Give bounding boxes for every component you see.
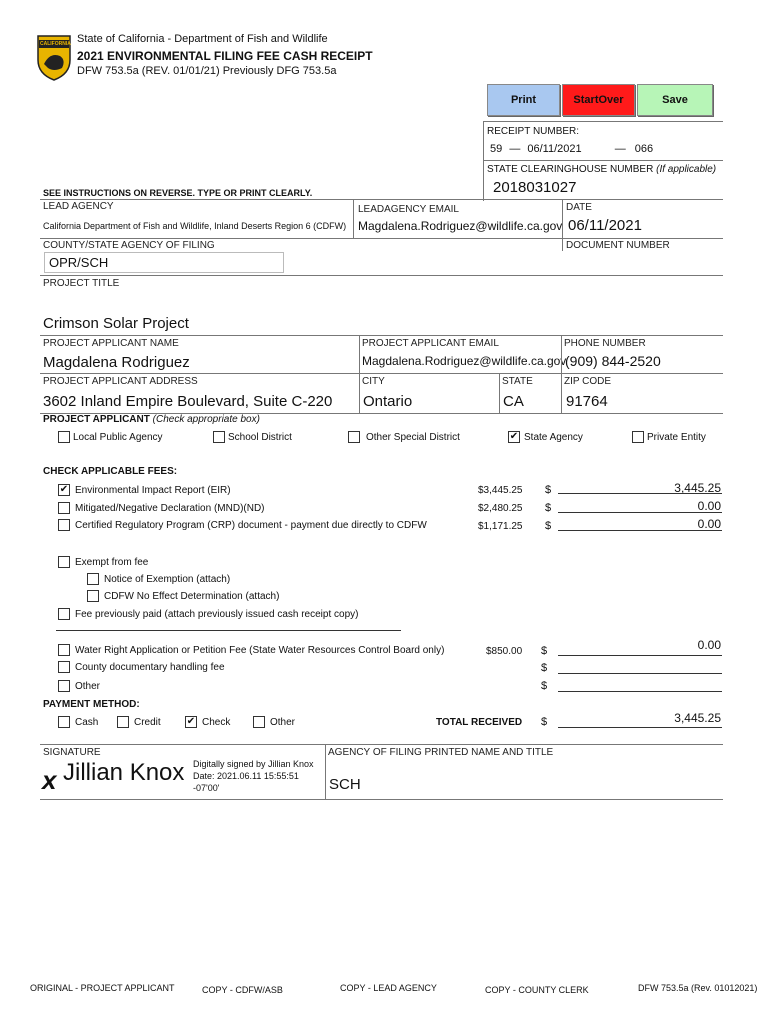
- label-exempt: Exempt from fee: [75, 557, 149, 568]
- clearinghouse-value[interactable]: 2018031027: [493, 179, 577, 196]
- lead-agency-email[interactable]: Magdalena.Rodriguez@wildlife.ca.gov: [358, 219, 563, 233]
- checkbox-state-agency[interactable]: ✔: [509, 431, 519, 442]
- fees-label: CHECK APPLICABLE FEES:: [43, 466, 178, 477]
- fee-mnd: $2,480.25: [478, 503, 523, 514]
- footer-copy-lead: COPY - LEAD AGENCY: [340, 983, 437, 993]
- phone-label: PHONE NUMBER: [564, 338, 646, 349]
- project-title-label: PROJECT TITLE: [43, 278, 120, 289]
- logo-text: CALIFORNIA: [40, 41, 71, 47]
- checkbox-county-handling[interactable]: [58, 661, 70, 673]
- fee-water-right: $850.00: [486, 646, 523, 657]
- amount-water-right[interactable]: 0.00: [697, 638, 721, 652]
- label-mnd: Mitigated/Negative Declaration (MND)(ND): [75, 503, 265, 514]
- receipt-date: 06/11/2021: [527, 143, 582, 155]
- applicant-name[interactable]: Magdalena Rodriguez: [43, 354, 190, 371]
- checkbox-other-payment[interactable]: [253, 716, 265, 728]
- label-other-payment: Other: [270, 717, 296, 728]
- checkbox-other-special-district[interactable]: [348, 431, 360, 443]
- city-label: CITY: [362, 376, 385, 387]
- payment-method-label: PAYMENT METHOD:: [43, 699, 140, 710]
- dollar-crp: $: [545, 520, 552, 532]
- digital-signature-info: Digitally signed by Jillian Knox Date: 2021.06.11 15:55:51 -07'00': [193, 759, 314, 793]
- label-private-entity: Private Entity: [647, 432, 706, 443]
- fee-eir: $3,445.25: [478, 485, 523, 496]
- instructions: SEE INSTRUCTIONS ON REVERSE. TYPE OR PRINT CLEARLY.: [43, 188, 313, 198]
- county-label: COUNTY/STATE AGENCY OF FILING: [43, 240, 215, 251]
- label-state-agency: State Agency: [524, 432, 583, 443]
- label-credit: Credit: [134, 717, 161, 728]
- dfw-logo: [36, 34, 72, 82]
- checkbox-notice-exemption[interactable]: [87, 573, 99, 585]
- applicant-email[interactable]: Magdalena.Rodriguez@wildlife.ca.gov: [362, 354, 567, 368]
- checkbox-cash[interactable]: [58, 716, 70, 728]
- checkbox-credit[interactable]: [117, 716, 129, 728]
- project-title[interactable]: Crimson Solar Project: [43, 315, 189, 332]
- zip-label: ZIP CODE: [564, 376, 612, 387]
- checkbox-local-public-agency[interactable]: [58, 431, 70, 443]
- city-value[interactable]: Ontario: [363, 393, 413, 410]
- applicant-name-label: PROJECT APPLICANT NAME: [43, 338, 179, 349]
- checkbox-water-right[interactable]: [58, 644, 70, 656]
- label-crp: Certified Regulatory Program (CRP) document - payment due directly to CDFW: [75, 520, 427, 531]
- label-school-district: School District: [228, 432, 292, 443]
- checkbox-mnd[interactable]: [58, 502, 70, 514]
- receipt-number: 59 — 06/11/2021 — 066: [490, 143, 654, 155]
- form-id: DFW 753.5a (REV. 01/01/21) Previously DFG 753.5a: [77, 65, 337, 77]
- total-received[interactable]: 3,445.25: [674, 711, 721, 725]
- receipt-part3: 066: [634, 143, 654, 155]
- footer-form-id: DFW 753.5a (Rev. 01012021): [638, 983, 758, 993]
- receipt-part1: 59: [490, 143, 503, 155]
- date-value[interactable]: 06/11/2021: [568, 217, 642, 234]
- state-value[interactable]: CA: [503, 393, 524, 410]
- checkbox-no-effect[interactable]: [87, 590, 99, 602]
- amount-eir[interactable]: 3,445.25: [674, 481, 721, 495]
- label-eir: Environmental Impact Report (EIR): [75, 485, 231, 496]
- phone-number[interactable]: (909) 844-2520: [565, 353, 661, 369]
- checkbox-check[interactable]: ✔: [186, 716, 196, 727]
- agency-printed-name[interactable]: SCH: [329, 776, 361, 793]
- date-label: DATE: [566, 202, 592, 213]
- label-other-special-district: Other Special District: [366, 432, 460, 443]
- amount-crp[interactable]: 0.00: [697, 517, 721, 531]
- dollar-total: $: [541, 716, 548, 728]
- label-check: Check: [202, 717, 231, 728]
- applicant-email-label: PROJECT APPLICANT EMAIL: [362, 338, 499, 349]
- label-no-effect: CDFW No Effect Determination (attach): [104, 591, 280, 602]
- label-county-handling: County documentary handling fee: [75, 662, 225, 673]
- dollar-mnd: $: [545, 502, 552, 514]
- fee-crp: $1,171.25: [478, 521, 523, 532]
- checkbox-school-district[interactable]: [213, 431, 225, 443]
- label-water-right: Water Right Application or Petition Fee (State Water Resources Control Board only): [75, 645, 445, 656]
- applicant-address[interactable]: 3602 Inland Empire Boulevard, Suite C-220: [43, 393, 333, 410]
- applicant-type-label: PROJECT APPLICANT (Check appropriate box): [43, 414, 260, 425]
- lead-agency-email-label: LEADAGENCY EMAIL: [358, 204, 459, 215]
- county-field[interactable]: OPR/SCH: [44, 252, 284, 273]
- label-other-fee: Other: [75, 681, 101, 692]
- document-number-label: DOCUMENT NUMBER: [566, 240, 670, 251]
- footer-original: ORIGINAL - PROJECT APPLICANT: [30, 983, 175, 993]
- start-over-button[interactable]: StartOver: [562, 84, 635, 116]
- label-previously-paid: Fee previously paid (attach previously issued cash receipt copy): [75, 609, 359, 620]
- signature-label: SIGNATURE: [43, 747, 101, 758]
- print-button[interactable]: Print: [487, 84, 560, 116]
- save-button[interactable]: Save: [637, 84, 713, 116]
- state-label: STATE: [502, 376, 533, 387]
- signature-mark: x: [42, 765, 57, 795]
- signature-name[interactable]: Jillian Knox: [63, 759, 185, 786]
- footer-copy-county: COPY - COUNTY CLERK: [485, 985, 589, 995]
- checkbox-eir[interactable]: ✔: [59, 484, 69, 495]
- lead-agency-value[interactable]: California Department of Fish and Wildlife, Inland Deserts Region 6 (CDFW): [43, 221, 347, 231]
- total-received-label: TOTAL RECEIVED: [436, 717, 523, 728]
- label-notice-exemption: Notice of Exemption (attach): [104, 574, 231, 585]
- receipt-number-label: RECEIPT NUMBER:: [487, 126, 580, 137]
- checkbox-other-fee[interactable]: [58, 680, 70, 692]
- agency-name: State of California - Department of Fish and Wildlife: [77, 33, 328, 45]
- label-local-public-agency: Local Public Agency: [73, 432, 163, 443]
- checkbox-previously-paid[interactable]: [58, 608, 70, 620]
- dollar-county-handling: $: [541, 662, 548, 674]
- footer-copy-cdfw: COPY - CDFW/ASB: [202, 985, 283, 995]
- dollar-other-fee: $: [541, 680, 548, 692]
- dollar-water-right: $: [541, 645, 548, 657]
- address-label: PROJECT APPLICANT ADDRESS: [43, 376, 198, 387]
- form-title: 2021 ENVIRONMENTAL FILING FEE CASH RECEIPT: [77, 49, 373, 63]
- label-cash: Cash: [75, 717, 99, 728]
- zip-value[interactable]: 91764: [566, 393, 608, 410]
- checkbox-crp[interactable]: [58, 519, 70, 531]
- clearinghouse-label: STATE CLEARINGHOUSE NUMBER (If applicable): [487, 164, 717, 175]
- checkbox-private-entity[interactable]: [632, 431, 644, 443]
- checkbox-exempt[interactable]: [58, 556, 70, 568]
- lead-agency-label: LEAD AGENCY: [43, 201, 114, 212]
- agency-printed-name-label: AGENCY OF FILING PRINTED NAME AND TITLE: [328, 747, 554, 758]
- dollar-eir: $: [545, 484, 552, 496]
- amount-mnd[interactable]: 0.00: [697, 499, 721, 513]
